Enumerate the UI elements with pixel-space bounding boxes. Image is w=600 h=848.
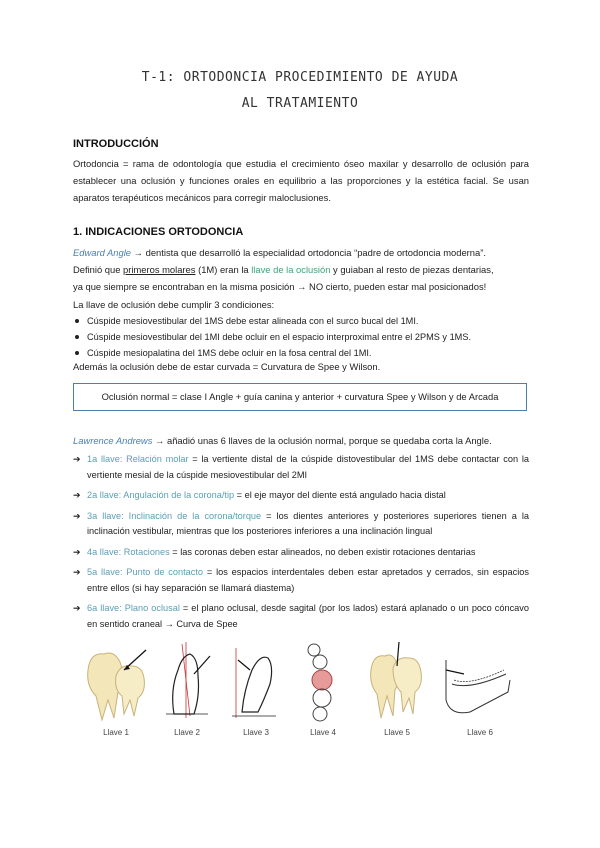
angle-line2-c: y guiaban al resto de piezas dentarias,: [330, 264, 494, 275]
andrews-text: → añadió unas 6 llaves de la oclusión normal, porque se quedaba corta la Angle.: [152, 435, 492, 446]
page-title-line1: T-1: ORTODONCIA PROCEDIMIENTO DE AYUDA: [141, 70, 459, 85]
key-label: 1a llave:: [87, 454, 127, 464]
figure-caption: Llave 6: [467, 728, 493, 737]
figure-caption: Llave 2: [174, 728, 200, 737]
key-name: Rotaciones: [123, 546, 170, 557]
conditions-list: [73, 313, 529, 361]
key-label: 4a llave:: [87, 546, 124, 557]
list-item: Cúspide mesiopalatina del 1MS debe ocluir en la fosa central del 1MI.: [73, 345, 529, 361]
key-label: 3a llave:: [87, 510, 129, 521]
key-text: = las coronas deben estar alineados, no deben existir rotaciones dentarias: [169, 546, 476, 557]
arrow-icon: ➔: [73, 510, 81, 521]
contact-point-figure: [365, 640, 425, 722]
section1-heading: 1. INDICACIONES ORTODONCIA: [73, 226, 244, 238]
arrow-icon: ➔: [73, 454, 81, 464]
key-label: 6a llave:: [87, 603, 125, 613]
intro-paragraph: Ortodoncia = rama de odontología que estudia el crecimiento óseo maxilar y desarrollo de oclusión para establecer una oclusión y funciones orales en equilibrio a las proporciones y la estética facial. Se usan aparatos terapéuticos mecánicos para corregir maloclusiones.: [73, 158, 529, 203]
occlusion-key-term: llave de la oclusión: [251, 264, 331, 275]
andrews-paragraph: [73, 432, 529, 449]
list-item: Cúspide mesiovestibular del 1MS debe estar alineada con el surco bucal del 1MI.: [73, 313, 529, 329]
angle-paragraph: [73, 244, 529, 295]
key-name: Relación molar: [126, 454, 189, 464]
curve-text: Además la oclusión debe de estar curvada = Curvatura de Spee y Wilson.: [73, 361, 381, 372]
key-label: 5a llave:: [87, 567, 127, 577]
page-title-line2: AL TRATAMIENTO: [241, 96, 359, 111]
key-name: Plano oclusal: [124, 603, 180, 613]
molar-relation-figure: [80, 640, 150, 722]
key-text: = la vertiente distal de la cúspide distovestibular del 1MS debe contactar con la vertiente mesial de la cúspide mesiovestibular del 2MI: [87, 454, 529, 480]
figure-caption: Llave 4: [310, 728, 336, 737]
arrow-icon: ➔: [73, 546, 81, 557]
arrow-icon: ➔: [73, 567, 81, 577]
key-label: 2a llave:: [87, 490, 124, 500]
arrow-icon: ➔: [73, 603, 81, 613]
andrews-name: Lawrence Andrews: [73, 435, 153, 446]
list-item: [73, 565, 529, 596]
figure-caption: Llave 3: [243, 728, 269, 737]
angle-line3: ya que siempre se encontraban en la misma posición → NO cierto, pueden estar mal posicionados!: [73, 281, 487, 292]
key-name: Punto de contacto: [126, 567, 204, 577]
crown-angulation-figure: [160, 640, 215, 722]
key-text: = el plano oclusal, desde sagital (por los lados) estará aplanado o un poco cóncavo en sentido craneal → Curva de Spee: [87, 603, 529, 629]
list-item: [73, 452, 529, 483]
list-item: [73, 545, 529, 561]
figure-caption: Llave 5: [384, 728, 410, 737]
list-item: [73, 601, 529, 632]
key-text: = el eje mayor del diente está angulado hacia distal: [234, 490, 446, 500]
key-name: Angulación de la corona/tip: [123, 490, 235, 500]
key-text: = los dientes anteriores y posteriores superiores tienen a la inclinación vestibular, mientras que los posteriores inferiores a una inclinación lingual: [87, 510, 529, 536]
angle-line2-b: (1M) eran la: [195, 264, 252, 275]
occlusal-plane-figure: [440, 640, 515, 722]
angle-text: → dentista que desarrolló la especialidad ortodoncia “padre de ortodoncia moderna”.: [131, 247, 486, 258]
keys-list: [73, 452, 529, 637]
list-item: [73, 509, 529, 540]
intro-heading: INTRODUCCIÓN: [73, 138, 159, 150]
angle-line2-a: Definió que: [73, 264, 124, 275]
rotations-figure: [298, 640, 348, 722]
arrow-icon: ➔: [73, 490, 81, 500]
list-item: Cúspide mesiovestibular del 1MI debe ocluir en el espacio interproximal entre el 2PMS y 1MS.: [73, 329, 529, 345]
list-item: [73, 488, 529, 504]
figure-caption: Llave 1: [103, 728, 129, 737]
key-name: Inclinación de la corona/torque: [128, 510, 262, 521]
normal-occlusion-box: Oclusión normal = clase I Angle + guía canina y anterior + curvatura Spee y Wilson y de Arcada: [73, 383, 527, 411]
crown-inclination-figure: [228, 640, 283, 722]
conditions-intro: La llave de oclusión debe cumplir 3 condiciones:: [73, 299, 275, 310]
first-molars-term: primeros molares: [123, 264, 196, 275]
angle-name: Edward Angle: [73, 247, 132, 258]
key-text: = los espacios interdentales deben estar apretados y cerrados, sin espacios entre ellos (si hay separación se llamará diastema): [87, 567, 529, 593]
